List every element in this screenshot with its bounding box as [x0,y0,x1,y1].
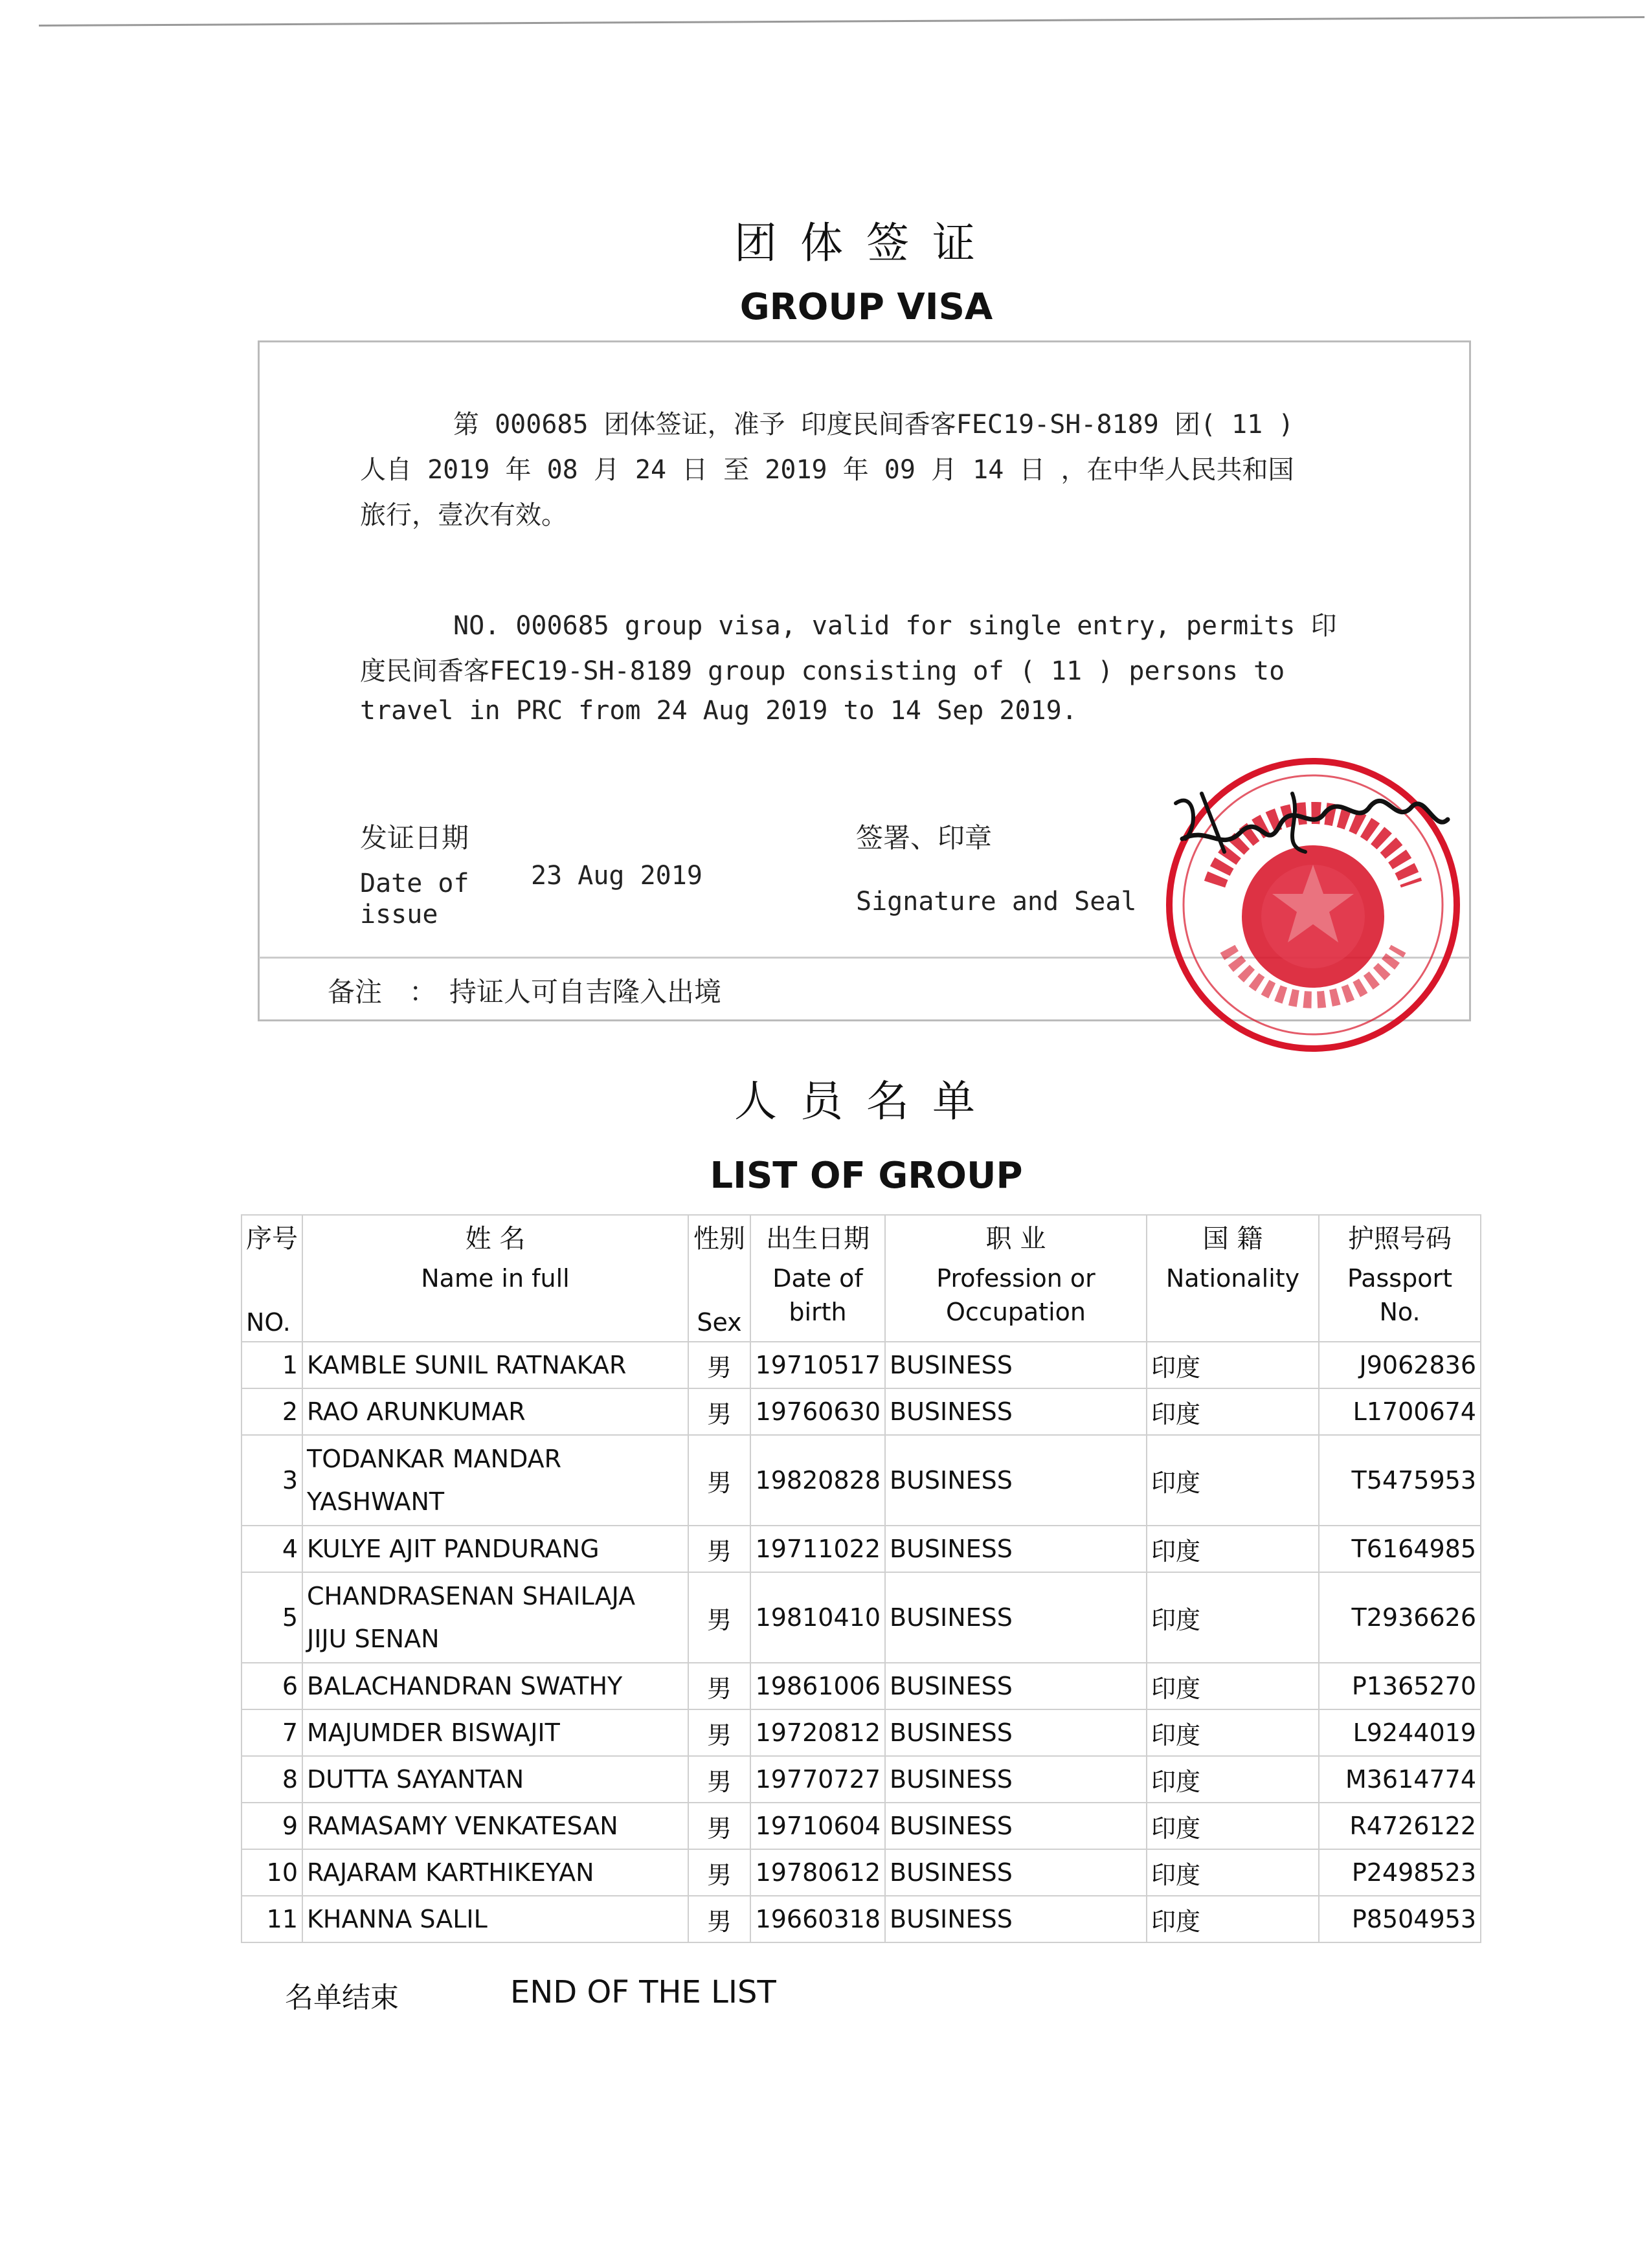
name-line-1: TODANKAR MANDAR [307,1445,562,1473]
cell-passport: T2936626 [1319,1572,1481,1663]
cell-profession: BUSINESS [885,1435,1147,1526]
cell-profession: BUSINESS [885,1756,1147,1803]
cell-nationality: 印度 [1147,1803,1319,1849]
issue-date-label-en-2: issue [360,900,438,929]
cell-name [302,1849,688,1896]
signature-label-cn: 签署、印章 [856,822,993,854]
cell-name [302,1572,688,1663]
cell-passport: J9062836 [1319,1342,1481,1388]
cell-profession: BUSINESS [885,1896,1147,1942]
cell-dob: 19780612 [750,1849,885,1896]
cell-dob: 19711022 [750,1526,885,1572]
end-of-list-cn: 名单结束 [285,1981,399,2014]
header-dob: 出生日期 Date of birth [750,1215,885,1342]
table-row [241,1526,1481,1572]
cell-name [302,1388,688,1435]
table-row [241,1756,1481,1803]
cell-name [302,1342,688,1388]
visa-en-line-1: NO. 000685 group visa, valid for single entry, permits 印 [453,611,1337,641]
cell-sex: 男 [688,1435,750,1526]
cell-no: 4 [241,1526,302,1572]
visa-en-line-3: travel in PRC from 24 Aug 2019 to 14 Sep 2019. [360,696,1077,726]
remark-text: 持证人可自吉隆入出境 [449,976,722,1008]
cell-name [302,1663,688,1709]
name-line-2: YASHWANT [307,1487,445,1516]
table-row [241,1709,1481,1756]
cell-no: 2 [241,1388,302,1435]
cell-passport: L9244019 [1319,1709,1481,1756]
cell-nationality: 印度 [1147,1388,1319,1435]
cell-no: 5 [241,1572,302,1663]
name-line-1: CHANDRASENAN SHAILAJA [307,1582,636,1610]
cell-nationality: 印度 [1147,1572,1319,1663]
header-nationality: 国 籍 Nationality [1147,1215,1319,1342]
cell-sex: 男 [688,1896,750,1942]
cell-sex: 男 [688,1663,750,1709]
cell-name [302,1709,688,1756]
cell-no: 9 [241,1803,302,1849]
cell-nationality: 印度 [1147,1526,1319,1572]
cell-no: 3 [241,1435,302,1526]
issue-date-label-cn: 发证日期 [360,822,469,854]
cell-no: 11 [241,1896,302,1942]
visa-title-en: GROUP VISA [739,286,993,328]
name-line-1: KAMBLE SUNIL RATNAKAR [307,1351,627,1379]
cell-passport: M3614774 [1319,1756,1481,1803]
cell-dob: 19810410 [750,1572,885,1663]
cell-sex: 男 [688,1756,750,1803]
visa-cn-line-1: 第 000685 团体签证，准予 印度民间香客FEC19-SH-8189 团( 11 ) [453,410,1294,439]
table-row [241,1803,1481,1849]
group-member-table [241,1214,1481,1943]
cell-dob: 19820828 [750,1435,885,1526]
cell-profession: BUSINESS [885,1572,1147,1663]
name-line-1: RAMASAMY VENKATESAN [307,1812,618,1840]
cell-dob: 19710517 [750,1342,885,1388]
cell-sex: 男 [688,1388,750,1435]
cell-passport: T6164985 [1319,1526,1481,1572]
table-header-row [241,1215,1481,1342]
issue-date-value: 23 Aug 2019 [531,861,702,891]
cell-nationality: 印度 [1147,1849,1319,1896]
cell-name [302,1435,688,1526]
cell-passport: R4726122 [1319,1803,1481,1849]
cell-profession: BUSINESS [885,1803,1147,1849]
table-row [241,1572,1481,1663]
header-profession: 职 业 Profession or Occupation [885,1215,1147,1342]
table-row [241,1342,1481,1388]
cell-passport: P8504953 [1319,1896,1481,1942]
cell-no: 6 [241,1663,302,1709]
cell-sex: 男 [688,1572,750,1663]
signature-label-en: Signature and Seal [856,887,1137,917]
cell-dob: 19760630 [750,1388,885,1435]
cell-passport: L1700674 [1319,1388,1481,1435]
cell-name [302,1526,688,1572]
cell-profession: BUSINESS [885,1342,1147,1388]
remark-separator: ： [409,976,437,1008]
official-seal-icon [1163,755,1463,1055]
name-line-1: DUTTA SAYANTAN [307,1765,524,1794]
cell-profession: BUSINESS [885,1663,1147,1709]
name-line-1: RAO ARUNKUMAR [307,1397,526,1426]
table-row [241,1388,1481,1435]
cell-nationality: 印度 [1147,1435,1319,1526]
cell-name [302,1756,688,1803]
scan-edge-line [39,16,1645,27]
cell-name [302,1896,688,1942]
cell-dob: 19770727 [750,1756,885,1803]
table-row [241,1663,1481,1709]
cell-passport: P2498523 [1319,1849,1481,1896]
cell-nationality: 印度 [1147,1663,1319,1709]
cell-no: 1 [241,1342,302,1388]
cell-name [302,1803,688,1849]
visa-en-line-2: 度民间香客FEC19-SH-8189 group consisting of ( 11 ) persons to [360,656,1285,686]
cell-dob: 19861006 [750,1663,885,1709]
name-line-1: RAJARAM KARTHIKEYAN [307,1858,594,1887]
name-line-1: MAJUMDER BISWAJIT [307,1718,560,1747]
table-row [241,1849,1481,1896]
list-title-cn: 人员名单 [734,1076,998,1126]
visa-title-cn: 团体签证 [734,218,998,268]
issue-date-label-en-1: Date of [360,869,469,898]
cell-sex: 男 [688,1709,750,1756]
list-title-en: LIST OF GROUP [710,1155,1023,1197]
end-of-list-en: END OF THE LIST [510,1974,776,2010]
header-no: 序号 NO. [241,1215,302,1342]
cell-profession: BUSINESS [885,1849,1147,1896]
cell-sex: 男 [688,1526,750,1572]
visa-cn-line-2: 人自 2019 年 08 月 24 日 至 2019 年 09 月 14 日 ，在中华人民共和国 [360,455,1294,485]
cell-passport: P1365270 [1319,1663,1481,1709]
cell-profession: BUSINESS [885,1388,1147,1435]
cell-sex: 男 [688,1849,750,1896]
cell-sex: 男 [688,1342,750,1388]
header-sex: 性别 Sex [688,1215,750,1342]
header-name: 姓 名 Name in full [302,1215,688,1342]
name-line-1: KULYE AJIT PANDURANG [307,1535,600,1563]
cell-dob: 19660318 [750,1896,885,1942]
visa-cn-line-3: 旅行，壹次有效。 [360,500,567,530]
cell-nationality: 印度 [1147,1896,1319,1942]
table-row [241,1435,1481,1526]
cell-profession: BUSINESS [885,1526,1147,1572]
cell-nationality: 印度 [1147,1709,1319,1756]
cell-nationality: 印度 [1147,1342,1319,1388]
cell-sex: 男 [688,1803,750,1849]
cell-dob: 19710604 [750,1803,885,1849]
name-line-2: JIJU SENAN [307,1625,440,1653]
cell-dob: 19720812 [750,1709,885,1756]
cell-passport: T5475953 [1319,1435,1481,1526]
header-passport: 护照号码 Passport No. [1319,1215,1481,1342]
cell-nationality: 印度 [1147,1756,1319,1803]
cell-no: 10 [241,1849,302,1896]
remark-label: 备注 [328,976,383,1008]
name-line-1: KHANNA SALIL [307,1905,488,1933]
cell-profession: BUSINESS [885,1709,1147,1756]
cell-no: 7 [241,1709,302,1756]
name-line-1: BALACHANDRAN SWATHY [307,1672,623,1700]
table-row [241,1896,1481,1942]
cell-no: 8 [241,1756,302,1803]
